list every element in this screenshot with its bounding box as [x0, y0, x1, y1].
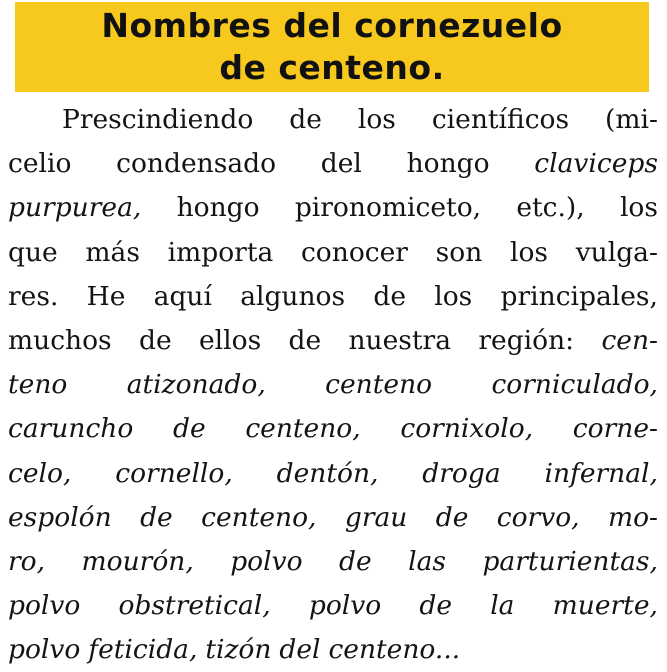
word: cornixolo, [400, 413, 534, 445]
word: los [434, 280, 473, 312]
word: vulga- [575, 236, 658, 268]
text-line [8, 186, 658, 230]
word: (mi- [605, 104, 658, 135]
word: teno [8, 369, 68, 401]
text-line [8, 363, 658, 407]
word: polvo [8, 634, 81, 666]
word: pironomiceto, [294, 192, 482, 224]
word: la [490, 590, 515, 622]
word: polvo [8, 590, 81, 622]
word: del [279, 634, 321, 666]
word: importa [167, 236, 274, 268]
word: espolón [8, 501, 112, 533]
word: polvo [230, 545, 303, 577]
word: los [619, 192, 658, 224]
word: del [320, 148, 362, 180]
text-line [8, 98, 658, 142]
word: claviceps [534, 148, 658, 180]
word: dentón, [276, 457, 379, 489]
word: mo- [607, 501, 658, 533]
word: que [8, 236, 58, 268]
text-line [8, 231, 658, 275]
word: de [373, 280, 407, 312]
word: aquí [153, 280, 212, 312]
word: celo, [8, 457, 72, 489]
article-paragraph [8, 98, 658, 672]
word: obstretical, [118, 590, 271, 622]
word: las [408, 545, 446, 577]
word: ro, [8, 545, 46, 577]
word: centeno, [201, 501, 317, 533]
word: parturientas, [482, 545, 658, 577]
word: corne- [572, 413, 658, 445]
word: He [86, 280, 126, 312]
word: grau [344, 501, 408, 533]
word: principales, [500, 280, 658, 312]
word: hongo [406, 148, 490, 180]
word: polvo [308, 590, 382, 622]
text-line [8, 584, 658, 628]
word: corniculado, [491, 369, 658, 401]
word: región: [478, 324, 575, 356]
word: celio [8, 148, 72, 180]
word: condensado [116, 148, 277, 180]
word: de [289, 104, 322, 135]
word: de [140, 501, 173, 533]
word: corvo, [496, 501, 580, 533]
word: más [85, 236, 140, 268]
word: cornello, [115, 457, 233, 489]
title-line-2: de centeno. [219, 48, 445, 87]
text-line [8, 452, 658, 496]
word: mourón, [81, 545, 194, 577]
word: de [339, 545, 372, 577]
word: res. [8, 280, 59, 312]
word: nuestra [348, 324, 452, 356]
word: etc.), [516, 192, 585, 224]
word: infernal, [544, 457, 658, 489]
word: Prescindiendo [62, 104, 254, 135]
word: algunos [240, 280, 346, 312]
word: tizón [205, 634, 272, 666]
text-line [8, 496, 658, 540]
word: muchos [8, 324, 112, 356]
word: droga [422, 457, 501, 489]
word: conocer [300, 236, 408, 268]
word: de [288, 324, 322, 356]
word: centeno, [245, 413, 361, 445]
title-banner [15, 2, 649, 92]
text-line [8, 540, 658, 584]
text-line [8, 407, 658, 451]
word: caruncho [8, 413, 134, 445]
text-line [8, 628, 658, 672]
text-line [8, 275, 658, 319]
word: hongo [176, 192, 260, 224]
title-line-1: Nombres del cornezuelo [101, 6, 563, 45]
word: los [509, 236, 548, 268]
word: centeno [325, 369, 433, 401]
word: de [139, 324, 172, 356]
word: los [357, 104, 396, 135]
word: de [172, 413, 206, 445]
text-line [8, 319, 658, 363]
word: científicos [431, 104, 570, 135]
word: atizonado, [126, 369, 266, 401]
text-line [8, 142, 658, 186]
word: de [419, 590, 453, 622]
word: centeno... [328, 634, 461, 666]
word: feticida, [88, 634, 198, 666]
word: cen- [601, 324, 658, 356]
word: ellos [198, 324, 262, 356]
word: de [435, 501, 469, 533]
word: son [435, 236, 483, 268]
word: purpurea, [8, 192, 142, 224]
word: muerte, [552, 590, 658, 622]
